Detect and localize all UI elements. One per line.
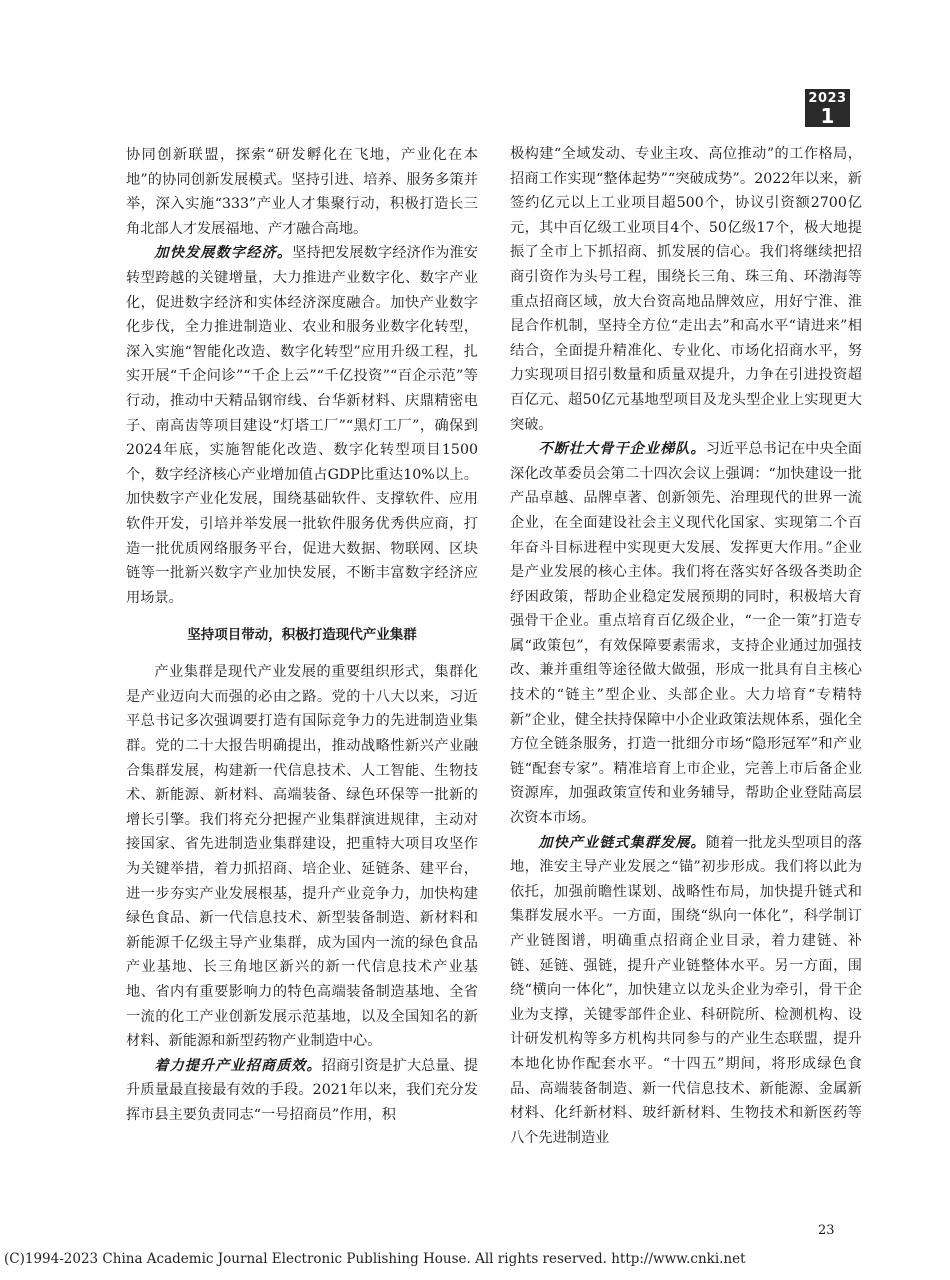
right-column [510,142,862,1150]
paragraph-lead: 加快产业链式集群发展。 [538,834,706,851]
paragraph [510,437,862,831]
paragraph: 极构建“全域发动、专业主攻、高位推动”的工作格局，招商工作实现“整体起势”“突破成势”。2022年以来，新签约亿元以上工业项目超500个，协议引资额2700亿元，其中百亿级工业项目4个、50亿级17个，极大地提振了全市上下抓招商、抓发展的信心。我们将继续把招商引资作为头号工程，围绕长三角、珠三角、环渤海等重点招商区域，放大台资高地品牌效应，用好宁淮、淮昆合作机制，坚持全方位“走出去”和高水平“请进来”相结合，全面提升精准化、专业化、市场化招商水平，努力实现项目招引数量和质量双提升，力争在引进投资超百亿元、超50亿元基地型项目及龙头型企业上实现更大突破。 [510,146,862,433]
paragraph: 产业集群是现代产业发展的重要组织形式，集群化是产业迈向大而强的必由之路。党的十八大以来，习近平总书记多次强调要打造有国际竞争力的先进制造业集群。党的二十大报告明确提出，推动战略性新兴产业融合集群发展，构建新一代信息技术、人工智能、生物技术、新能源、新材料、高端装备、绿色环保等一批新的增长引擎。我们将充分把握产业集群演进规律，主动对接国家、省先进制造业集群建设，把重特大项目攻坚作为关键举措，着力抓招商、培企业、延链条、建平台，进一步夯实产业发展根基，提升产业竞争力，加快构建绿色食品、新一代信息技术、新型装备制造、新材料和新能源千亿级主导产业集群，成为国内一流的绿色食品产业基地、长三角地区新兴的新一代信息技术产业基地、省内有重要影响力的特色高端装备制造基地、全省一流的化工产业创新发展示范基地，以及全国知名的新材料、新能源和新型药物产业制造中心。 [126,664,478,1050]
paragraph-lead: 着力提升产业招商质效。 [154,1057,322,1074]
issue-number: 1 [820,104,835,128]
left-column [126,143,478,1128]
issue-year: 2023 [808,91,847,106]
section-heading: 坚持项目带动，积极打造现代产业集群 [187,627,417,644]
paragraph [126,1054,478,1128]
copyright-footer: (C)1994-2023 China Academic Journal Electronic Publishing House. All rights reserved. http://www.cnki.net [4,1251,746,1267]
paragraph-body: 习近平总书记在中央全面深化改革委员会第二十四次会议上强调：“加快建设一批产品卓越、品牌卓著、创新领先、治理现代的世界一流企业，在全面建设社会主义现代化国家、实现第二个百年奋斗目标进程中实现更大发展、发挥更大作用。”企业是产业发展的核心主体。我们将在落实好各级各类助企纾困政策，帮助企业稳定发展预期的同时，积极培大育强骨干企业。重点培育百亿级企业，“一企一策”打造专属“政策包”，有效保障要素需求，支持企业通过加强技改、兼并重组等途径做大做强，形成一批具有自主核心技术的“链主”型企业、头部企业。大力培育“专精特新”企业，健全扶持保障中小企业政策法规体系，强化全方位全链条服务，打造一批细分市场“隐形冠军”和产业链“配套专家”。精准培育上市企业，完善上市后备企业资源库，加强政策宣传和业务辅导，帮助企业登陆高层次资本市场。 [510,441,862,827]
paragraph [510,831,862,1151]
issue-badge [805,89,850,127]
paragraph-lead: 加快发展数字经济。 [154,245,293,262]
paragraph [126,241,478,610]
paragraph-body: 招商引资是扩大总量、提升质量最直接最有效的手段。2021年以来，我们充分发挥市县主要负责同志“一号招商员”作用，积 [126,1057,478,1123]
paragraph: 协同创新联盟，探索“研发孵化在飞地，产业化在本地”的协同创新发展模式。坚持引进、培养、服务多策并举，深入实施“333”产业人才集聚行动，积极打造长三角北部人才发展福地、产才融合高地。 [126,147,478,237]
paragraph-body: 坚持把发展数字经济作为淮安转型跨越的关键增量，大力推进产业数字化、数字产业化，促进数字经济和实体经济深度融合。加快产业数字化步伐，全力推进制造业、农业和服务业数字化转型，深入实施“智能化改造、数字化转型”应用升级工程，扎实开展“千企问诊”“千企上云”“千亿投资”“百企示范”等行动，推动中天精品钢帘线、台华新材料、庆鼎精密电子、南高齿等项目建设“灯塔工厂”“黑灯工厂”，确保到2024年底，实施智能化改造、数字化转型项目1500个，数字经济核心产业增加值占GDP比重达10%以上。加快数字产业化发展，围绕基础软件、支撑软件、应用软件开发，引培并举发展一批软件服务优秀供应商，打造一批优质网络服务平台，促进大数据、物联网、区块链等一批新兴数字产业加快发展，不断丰富数字经济应用场景。 [126,245,478,606]
paragraph-lead: 不断壮大骨干企业梯队。 [538,441,706,458]
paragraph-body: 随着一批龙头型项目的落地，淮安主导产业发展之“锚”初步形成。我们将以此为依托，加强前瞻性谋划、战略性布局，加快提升链式和集群发展水平。一方面，围绕“纵向一体化”，科学制订产业链图谱，明确重点招商企业目录，着力建链、补链、延链、强链，提升产业链整体水平。另一方面，围绕“横向一体化”，加快建立以龙头企业为牵引，骨干企业为支撑，关键零部件企业、科研院所、检测机构、设计研发机构等多方机构共同参与的产业生态联盟，提升本地化协作配套水平。“十四五”期间，将形成绿色食品、高端装备制造、新一代信息技术、新能源、金属新材料、化纤新材料、玻纤新材料、生物技术和新医药等八个先进制造业 [510,834,862,1146]
page-number: 23 [818,1223,835,1238]
